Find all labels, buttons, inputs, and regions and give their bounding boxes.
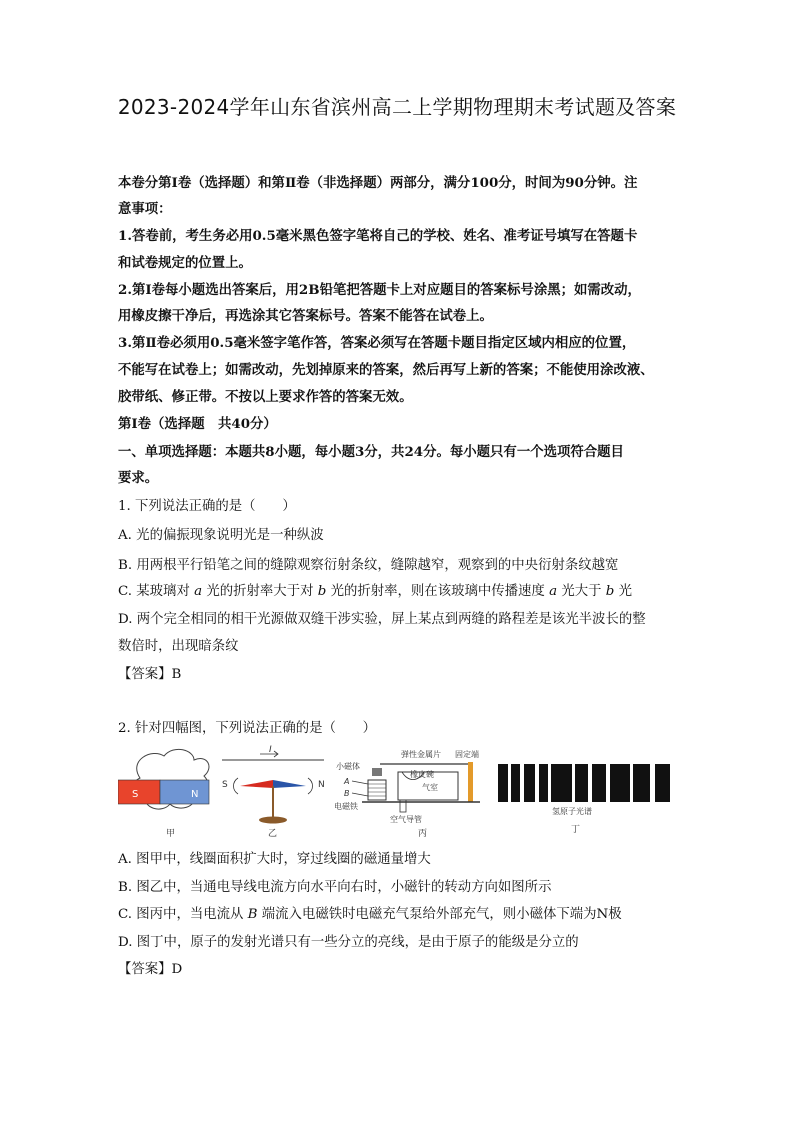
figure-yi <box>222 745 325 839</box>
figure-ding <box>498 764 670 835</box>
current-label: I <box>269 745 272 755</box>
needle-s-label: S <box>222 780 228 790</box>
magnet-n-label: N <box>191 789 199 800</box>
section-header: 第Ⅰ卷（选择题 共40分） <box>118 416 277 432</box>
note-2a: 2.第Ⅰ卷每小题选出答案后，用2B铅笔把答题卡上对应题目的答案标号涂黑；如需改动， <box>118 282 641 298</box>
intro-line-2: 意事项： <box>118 201 172 217</box>
q2-option-c: C. 图丙中，当电流从 B 端流入电磁铁时电磁充气泵给外部充气，则小磁体下端为N极 <box>118 907 622 922</box>
spectrum-line-4 <box>548 764 551 802</box>
q1-option-c: C. 某玻璃对 a 光的折射率大于对 b 光的折射率，则在该玻璃中传播速度 a 光大于 b 光 <box>118 584 632 599</box>
q1-stem: 1. 下列说法正确的是（ ） <box>118 499 296 514</box>
q1-answer: 【答案】B <box>118 667 182 682</box>
q1-option-d-line-2: 数倍时，出现暗条纹 <box>118 639 239 654</box>
magnet-s-label: S <box>132 789 139 800</box>
note-3b: 不能写在试卷上；如需改动，先划掉原来的答案，然后再写上新的答案；不能使用涂改液、 <box>118 362 654 378</box>
note-3a: 3.第Ⅱ卷必须用0.5毫米签字笔作答，答案必须写在答题卡题目指定区域内相应的位置， <box>118 335 636 351</box>
q2-option-b: B. 图乙中，当通电导线电流方向水平向右时，小磁针的转动方向如图所示 <box>118 880 552 895</box>
note-1b: 和试卷规定的位置上。 <box>118 255 252 271</box>
intro-line-1: 本卷分第Ⅰ卷（选择题）和第Ⅱ卷（非选择题）两部分，满分100分，时间为90分钟。注 <box>118 175 638 191</box>
wire-a <box>352 781 368 784</box>
caption-jia: 甲 <box>166 829 176 839</box>
fixed-post <box>468 762 473 802</box>
q1-option-b: B. 用两根平行铅笔之间的缝隙观察衍射条纹，缝隙越窄，观察到的中央衍射条纹越宽 <box>118 558 619 573</box>
figure-bing <box>334 749 480 839</box>
spectrum-line-9 <box>650 764 655 802</box>
question-type-line-1: 一、单项选择题：本题共8小题，每小题3分，共24分。每小题只有一个选项符合题目 <box>118 444 624 460</box>
q1-option-d-line-1: D. 两个完全相同的相干光源做双缝干涉实验，屏上某点到两缝的路程差是该光半波长的整 <box>118 612 646 627</box>
terminal-b-label: B <box>344 789 350 798</box>
rotation-left-icon <box>234 778 239 794</box>
spectrum-line-2 <box>520 764 524 802</box>
caption-bing: 丙 <box>418 829 428 839</box>
magnet-n-pole <box>160 780 209 804</box>
caption-ding: 丁 <box>571 825 581 835</box>
rotation-right-icon <box>308 778 313 794</box>
spectrum-line-7 <box>606 764 610 802</box>
terminal-a-label: A <box>344 777 350 786</box>
spectrum-label: 氢原子光谱 <box>552 807 592 816</box>
magnet-s-pole <box>118 780 160 804</box>
needle-base <box>259 817 287 824</box>
note-3c: 胶带纸、修正带。不按以上要求作答的答案无效。 <box>118 389 413 405</box>
needle-blue-half <box>273 780 306 788</box>
spring-plate-label: 弹性金属片 <box>401 750 441 759</box>
magnet-label: 小磁体 <box>336 762 360 771</box>
note-1a: 1.答卷前，考生务必用0.5毫米黑色签字笔将自己的学校、姓名、准考证号填写在答题卡 <box>118 228 638 244</box>
spectrum-line-1 <box>508 764 511 802</box>
coil-windings <box>368 784 386 796</box>
q2-answer: 【答案】D <box>118 962 183 977</box>
spectrum-line-6 <box>588 764 592 802</box>
spectrum-line-8 <box>630 764 633 802</box>
q2-figure <box>118 742 678 842</box>
caption-yi: 乙 <box>268 829 278 839</box>
q1-option-a: A. 光的偏振现象说明光是一种纵波 <box>118 528 324 543</box>
figure-jia <box>118 749 209 839</box>
small-magnet <box>372 768 382 776</box>
electromagnet-coil <box>368 780 386 800</box>
question-type-line-2: 要求。 <box>118 470 159 486</box>
electromagnet-label: 电磁铁 <box>334 802 358 811</box>
rubber-bowl-label: 橡皮碗 <box>410 770 434 779</box>
note-2b: 用橡皮擦干净后，再选涂其它答案标号。答案不能答在试卷上。 <box>118 308 493 324</box>
fixed-end-label: 固定端 <box>455 750 479 759</box>
page-title: 2023-2024学年山东省滨州高二上学期物理期末考试题及答案 <box>117 95 677 119</box>
q2-option-a: A. 图甲中，线圈面积扩大时，穿过线圈的磁通量增大 <box>118 852 431 867</box>
needle-n-label: N <box>318 780 325 790</box>
spectrum-line-5 <box>572 764 575 802</box>
spectrum-line-3 <box>535 764 539 802</box>
wire-b <box>352 793 368 796</box>
needle-red-half <box>240 780 273 788</box>
air-pipe-label: 空气导管 <box>390 815 422 824</box>
air-chamber-label: 气室 <box>422 783 438 792</box>
q2-option-d: D. 图丁中，原子的发射光谱只有一些分立的亮线，是由于原子的能级是分立的 <box>118 935 579 950</box>
q2-stem: 2. 针对四幅图，下列说法正确的是（ ） <box>118 721 377 736</box>
